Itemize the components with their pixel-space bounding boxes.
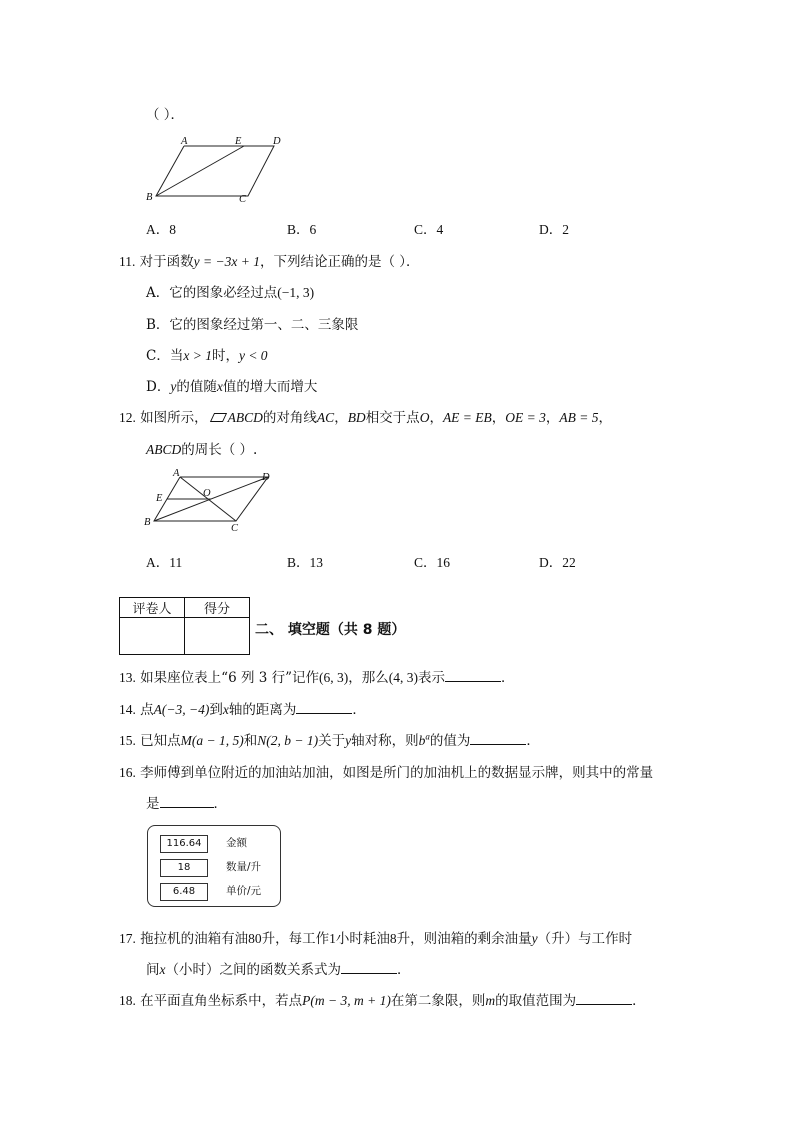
q17-line1 <box>119 927 632 947</box>
q11-stem-text-a: 对于函数 <box>139 254 194 270</box>
q11-option-d-text-b: 的值随 <box>176 379 217 395</box>
q10-option-a: A．8 <box>146 222 176 237</box>
q17-var-y: y <box>531 931 538 946</box>
q13 <box>119 666 515 686</box>
score-table-grader-cell[interactable] <box>120 618 185 655</box>
q17-line2-b: （小时）之间的函数关系式为 <box>165 962 341 978</box>
q16-line1 <box>119 761 653 781</box>
q10-option-b: B．6 <box>287 222 317 237</box>
q10-parallelogram-figure <box>140 130 290 205</box>
q10-label-b: B <box>146 192 153 203</box>
q12-label-o: O <box>203 488 211 499</box>
q15-text-c: 和 <box>243 733 258 749</box>
q16-answer-blank[interactable] <box>160 795 214 808</box>
q18-text-e: 的取值范围为 <box>495 993 577 1009</box>
q12-line2-a: ABCD <box>146 442 182 457</box>
pump-amount-label: 金额 <box>226 837 247 849</box>
q11-option-c-text-b: 时， <box>211 348 239 364</box>
q12-label-b: B <box>144 517 151 528</box>
q15-exponent: a <box>425 731 430 742</box>
q18-text-c: 在第二象限，则 <box>390 993 486 1009</box>
q10-tail: （ ）． <box>146 107 185 123</box>
q12-label-d: D <box>262 472 270 483</box>
q18-number: 18. <box>119 993 136 1008</box>
q11-option-c-condition: x > 1 <box>183 348 212 363</box>
q16-end: ． <box>213 796 227 812</box>
pump-unit-price-value: 6.48 <box>160 883 208 901</box>
q14-point: A(−3, −4) <box>153 702 210 717</box>
q11-function: y = −3x + 1 <box>193 254 260 269</box>
q12-line2-b: 的周长（ ）. <box>181 442 258 458</box>
q13-text-e: 表示 <box>418 670 446 686</box>
q18-answer-blank[interactable] <box>576 992 632 1005</box>
q17-line2 <box>146 958 411 978</box>
q12-text-4: AC <box>316 410 335 425</box>
q12-number: 12. <box>119 410 136 425</box>
q14-text-c: 到 <box>209 702 223 718</box>
q15-point-n: N(2, b − 1) <box>257 733 319 748</box>
q16-number: 16. <box>119 765 136 780</box>
q17-text-e: （升）与工作时 <box>537 931 633 947</box>
q12-text-1: 如图所示， <box>140 410 208 426</box>
q16-line2 <box>146 792 227 812</box>
q12-option-a: A．11 <box>146 555 183 570</box>
q12-text-9: ， <box>429 410 443 426</box>
q12-text-7: 相交于点 <box>365 410 420 426</box>
q16-line1-text: 李师傅到单位附近的加油站加油，如图是所门的加油机上的数据显示牌，则其中的常量 <box>140 765 654 781</box>
q15-axis: y <box>345 733 352 748</box>
q11-option-d <box>146 375 317 395</box>
q17-answer-blank[interactable] <box>341 961 397 974</box>
section2-title: 二、 填空题（共 8 题） <box>255 622 406 638</box>
q11-option-b: B．它的图象经过第一、二、三象限 <box>146 317 359 333</box>
pump-unit-price-label: 单价/元 <box>226 885 262 897</box>
q11-option-d-text-a: D． <box>146 379 171 395</box>
q12-text-6: BD <box>347 410 366 425</box>
q18 <box>119 989 646 1009</box>
q17-text-b: 升，每工作 <box>261 931 330 947</box>
q15-point-m: M(a − 1, 5) <box>180 733 244 748</box>
q11-number: 11. <box>119 254 136 269</box>
q12-text-12: OE = 3 <box>505 410 546 425</box>
score-table-header-grader: 评卷人 <box>120 598 185 618</box>
q13-answer-blank[interactable] <box>445 669 501 682</box>
q11-option-a-point: (−1, 3) <box>277 285 315 300</box>
q17-end: ． <box>397 962 411 978</box>
q12-label-c: C <box>231 523 239 534</box>
q12-option-c: C．16 <box>414 555 451 570</box>
score-table-header-score: 得分 <box>185 598 250 618</box>
q14-text-e: 轴的距离为 <box>228 702 297 718</box>
q12-text-5: ， <box>334 410 348 426</box>
score-table-score-cell[interactable] <box>185 618 250 655</box>
q11-stem <box>119 250 420 270</box>
q14 <box>119 698 366 718</box>
pump-quantity-label: 数量/升 <box>226 861 262 873</box>
q12-option-d: D．22 <box>539 555 576 570</box>
q12-text-2: ABCD <box>227 410 263 425</box>
q17-value-2: 1 <box>329 931 336 946</box>
q12-stem-line2 <box>146 438 257 458</box>
q12-label-a: A <box>173 468 180 479</box>
q12-text-10: AE = EB <box>442 410 492 425</box>
q11-option-d-y: y <box>170 379 177 394</box>
q17-var-x: x <box>159 962 166 977</box>
q18-text-a: 在平面直角坐标系中，若点 <box>140 993 303 1009</box>
q12-text-15: ， <box>598 410 613 426</box>
q17-number: 17. <box>119 931 136 946</box>
q17-text-a: 拖拉机的油箱有油 <box>140 931 249 947</box>
q12-text-3: 的对角线 <box>262 410 317 426</box>
q11-stem-text-b: ，下列结论正确的是（ ）． <box>260 254 420 270</box>
q15-text-e: 关于 <box>318 733 346 749</box>
q11-option-d-x: x <box>216 379 223 394</box>
q17-text-d: 升，则油箱的剩余油量 <box>396 931 532 947</box>
q10-label-d: D <box>273 136 281 147</box>
q11-option-a <box>146 281 314 301</box>
q15-base: b <box>418 733 426 748</box>
q16-line2-text: 是 <box>146 796 160 812</box>
q17-text-c: 小时耗油 <box>335 931 390 947</box>
q15-answer-blank[interactable] <box>470 732 526 745</box>
q10-label-a: A <box>181 136 188 147</box>
q12-label-e: E <box>156 493 163 504</box>
q15-end: ． <box>526 733 540 749</box>
q10-label-e: E <box>235 136 242 147</box>
q15 <box>119 729 540 749</box>
q15-text-a: 已知点 <box>140 733 181 749</box>
q12-text-14: AB = 5 <box>559 410 599 425</box>
q10-option-d: D．2 <box>539 222 569 237</box>
q10-label-c: C <box>239 194 247 205</box>
q13-text-d: (4, 3) <box>388 670 419 685</box>
q15-text-i: 的值为 <box>429 733 471 749</box>
q13-end: ． <box>501 670 515 686</box>
q11-option-d-text-c: 值的增大而增大 <box>222 379 318 395</box>
q17-value-1: 80 <box>248 931 262 946</box>
q14-number: 14. <box>119 702 136 717</box>
q13-text-c: ，那么 <box>348 670 389 686</box>
q17-value-3: 8 <box>389 931 397 946</box>
q14-text-a: 点 <box>140 702 154 718</box>
q12-stem-line1 <box>119 406 612 426</box>
q12-text-11: ， <box>491 410 506 426</box>
q18-end: ． <box>632 993 646 1009</box>
q18-var-m: m <box>485 993 496 1008</box>
q12-option-b: B．13 <box>287 555 324 570</box>
pump-amount-value: 116.64 <box>160 835 208 853</box>
q12-text-8: O <box>419 410 430 425</box>
q13-text-b: (6, 3) <box>319 670 349 685</box>
q10-option-c: C．4 <box>414 222 444 237</box>
q14-end: ． <box>352 702 366 718</box>
q12-text-13: ， <box>545 410 560 426</box>
q17-line2-a: 间 <box>146 962 160 978</box>
q15-text-g: 轴对称，则 <box>351 733 419 749</box>
q11-option-c-result: y < 0 <box>238 348 268 363</box>
q14-answer-blank[interactable] <box>296 701 352 714</box>
score-table <box>119 597 250 655</box>
q13-text-a: 如果座位表上“6 列 3 行”记作 <box>140 670 320 686</box>
q11-option-a-text: A．它的图象必经过点 <box>146 285 278 301</box>
q14-axis: x <box>222 702 229 717</box>
parallelogram-symbol-icon <box>210 413 227 422</box>
q18-point: P(m − 3, m + 1) <box>302 993 391 1008</box>
q11-option-c-text-a: C．当 <box>146 348 184 364</box>
fuel-pump-display <box>147 825 281 907</box>
pump-quantity-value: 18 <box>160 859 208 877</box>
q13-number: 13. <box>119 670 136 685</box>
q11-option-c <box>146 344 268 364</box>
q12-parallelogram-figure <box>140 466 280 536</box>
q15-number: 15. <box>119 733 136 748</box>
